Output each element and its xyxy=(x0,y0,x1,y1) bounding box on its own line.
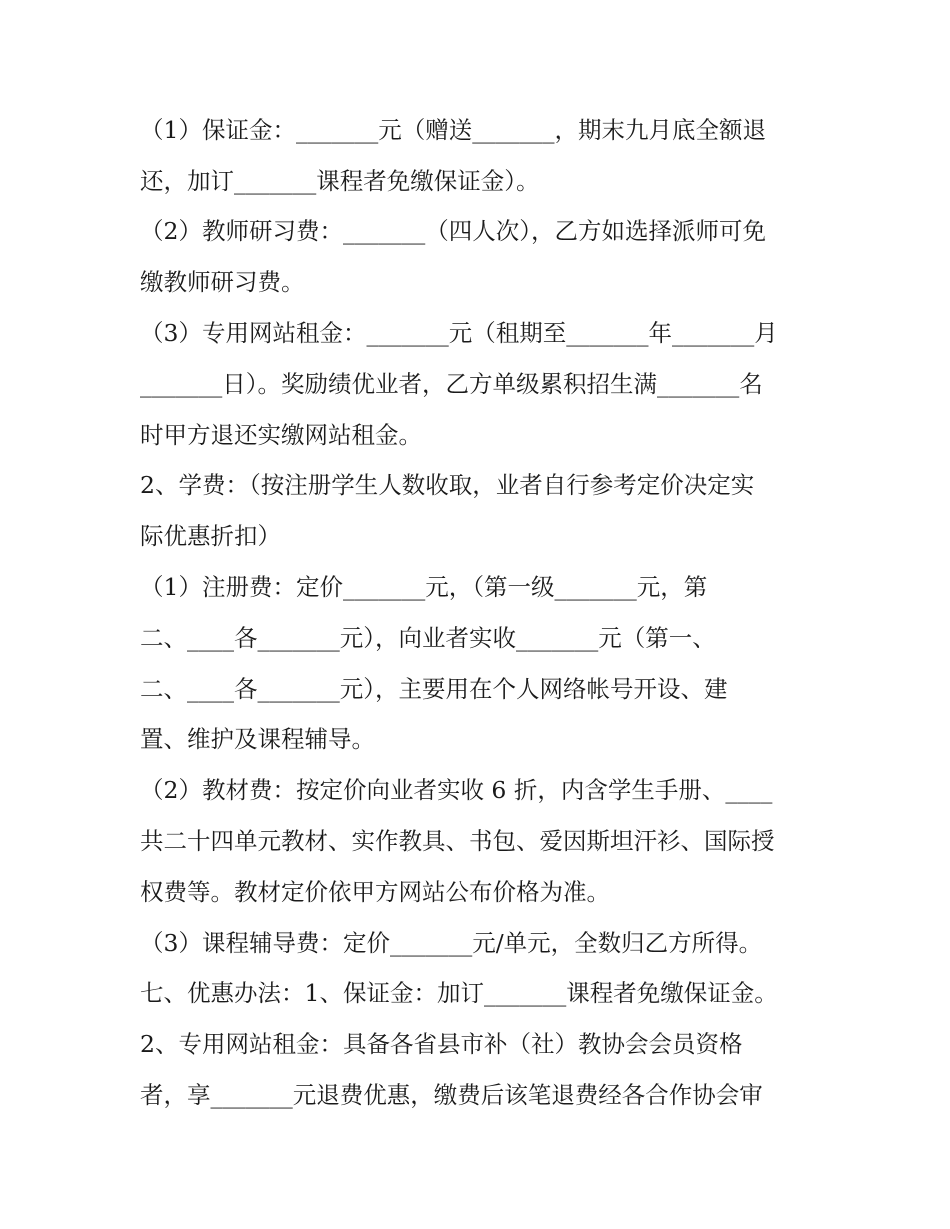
text-line: 七、优惠办法：1、保证金：加订_______课程者免缴保证金。 xyxy=(140,979,778,1007)
text-line: （3）专用网站租金：_______元（租期至_______年_______月 xyxy=(140,319,778,347)
text-line: 权费等。教材定价依甲方网站公布价格为准。 xyxy=(140,878,610,906)
text-line: 共二十四单元教材、实作教具、书包、爱因斯坦汗衫、国际授 xyxy=(140,827,775,855)
text-line: 缴教师研习费。 xyxy=(140,268,305,296)
text-line: （1）注册费：定价_______元，（第一级_______元，第 xyxy=(140,573,708,601)
text-line: 2、专用网站租金：具备各省县市补（社）教协会会员资格 xyxy=(140,1030,743,1058)
text-line: （2）教材费：按定价向业者实收 6 折，内含学生手册、____ xyxy=(140,776,773,804)
text-line: 置、维护及课程辅导。 xyxy=(140,725,375,753)
text-line: 还，加订_______课程者免缴保证金）。 xyxy=(140,167,540,195)
text-line: 者，享_______元退费优惠，缴费后该笔退费经各合作协会审 xyxy=(140,1081,763,1109)
text-line: （3）课程辅导费：定价_______元/单元，全数归乙方所得。 xyxy=(140,929,763,957)
text-line: （2）教师研习费：_______（四人次），乙方如选择派师可免 xyxy=(140,217,766,245)
text-line: 际优惠折扣） xyxy=(140,522,281,550)
text-line: 2、学费：（按注册学生人数收取，业者自行参考定价决定实 xyxy=(140,471,755,499)
text-line: 时甲方退还实缴网站租金。 xyxy=(140,421,422,449)
text-line: 二、____各_______元），向业者实收_______元（第一、 xyxy=(140,624,716,652)
text-line: （1）保证金：_______元（赠送_______，期末九月底全额退 xyxy=(140,116,766,144)
text-line: _______日）。奖励绩优业者，乙方单级累积招生满_______名 xyxy=(140,370,763,398)
text-line: 二、____各_______元），主要用在个人网络帐号开设、建 xyxy=(140,675,728,703)
